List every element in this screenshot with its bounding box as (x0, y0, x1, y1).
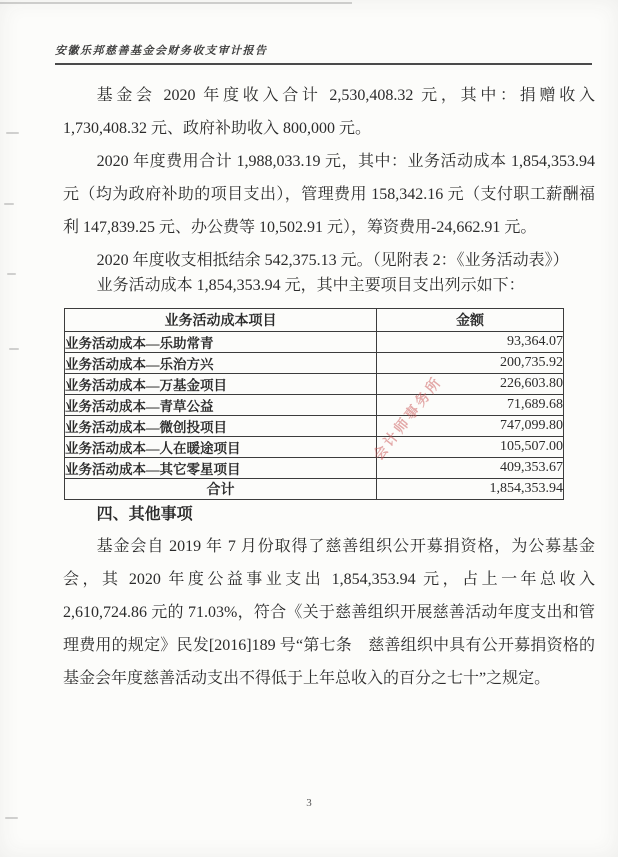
cost-item-amount: 71,689.68 (377, 395, 564, 416)
scan-artifact-top-edge (0, 2, 352, 4)
table-row (65, 458, 564, 479)
table-row (65, 437, 564, 458)
scan-artifact-dash (9, 348, 19, 350)
paragraph-balance-summary: 2020 年度收支相抵结余 542,375.13 元。（见附表 2：《业务活动表》） (96, 252, 569, 269)
scan-artifact-dash (5, 817, 18, 819)
cost-item-label: 业务活动成本—乐治方兴 (65, 353, 377, 374)
paragraph-other-matters: 基金会自 2019 年 7 月份取得了慈善组织公开募捐资格，为公募基金会，其 2020 年度公益事业支出 1,854,353.94 元，占上一年总收入 2,610,724.86 元的 71.03%，符合《关于慈善组织开展慈善活动年度支出和管理费用的规定》民发[2016]189 号“第七条 慈善组织中具有公开募捐资格的基金会年度慈善活动支出不得低于上年总收入的百分之七十”之规定。 (63, 538, 595, 687)
cost-item-amount: 747,099.80 (377, 416, 564, 437)
paragraph-expense-summary: 2020 年度费用合计 1,988,033.19 元，其中：业务活动成本 1,854,353.94 元（均为政府补助的项目支出），管理费用 158,342.16 元（支付职工薪酬福利 147,839.25 元、办公费等 10,502.91 元），筹资费用-24,662.91 元。 (63, 153, 595, 236)
scan-artifact-dash (4, 203, 14, 205)
cost-item-amount: 226,603.80 (377, 374, 564, 395)
cost-item-amount: 93,364.07 (377, 332, 564, 353)
paragraph-table-intro: 业务活动成本 1,854,353.94 元，其中主要项目支出列示如下： (96, 277, 525, 294)
table-total-row (65, 479, 564, 500)
column-header-amount: 金额 (377, 309, 564, 332)
table-header-row (65, 309, 564, 332)
total-label: 合计 (65, 479, 377, 500)
table-row (65, 353, 564, 374)
red-stamp-watermark: 会计师事务所 (371, 373, 446, 464)
cost-item-label: 业务活动成本—青草公益 (65, 395, 377, 416)
cost-item-label: 业务活动成本—人在暖途项目 (65, 437, 377, 458)
paragraph-income-summary: 基金会 2020 年度收入合计 2,530,408.32 元，其中：捐赠收入 1,730,408.32 元、政府补助收入 800,000 元。 (63, 87, 595, 137)
cost-item-label: 业务活动成本—万基金项目 (65, 374, 377, 395)
total-amount: 1,854,353.94 (377, 479, 564, 500)
table-row (65, 374, 564, 395)
cost-item-amount: 200,735.92 (377, 353, 564, 374)
cost-item-label: 业务活动成本—乐助常青 (65, 332, 377, 353)
table-row (65, 332, 564, 353)
column-header-item: 业务活动成本项目 (65, 309, 377, 332)
table-row (65, 395, 564, 416)
cost-item-label: 业务活动成本—其它零星项目 (65, 458, 377, 479)
running-header-title: 安徽乐邦慈善基金会财务收支审计报告 (55, 42, 592, 65)
table-row (65, 416, 564, 437)
cost-item-amount: 105,507.00 (377, 437, 564, 458)
activity-cost-table (64, 308, 564, 500)
cost-item-label: 业务活动成本—微创投项目 (65, 416, 377, 437)
section-heading-other-matters: 四、其他事项 (96, 506, 193, 523)
report-body (63, 79, 595, 695)
scan-artifact-dash (6, 132, 19, 134)
page-number: 3 (306, 797, 312, 809)
scan-artifact-dash (7, 273, 16, 275)
cost-item-amount: 409,353.67 (377, 458, 564, 479)
